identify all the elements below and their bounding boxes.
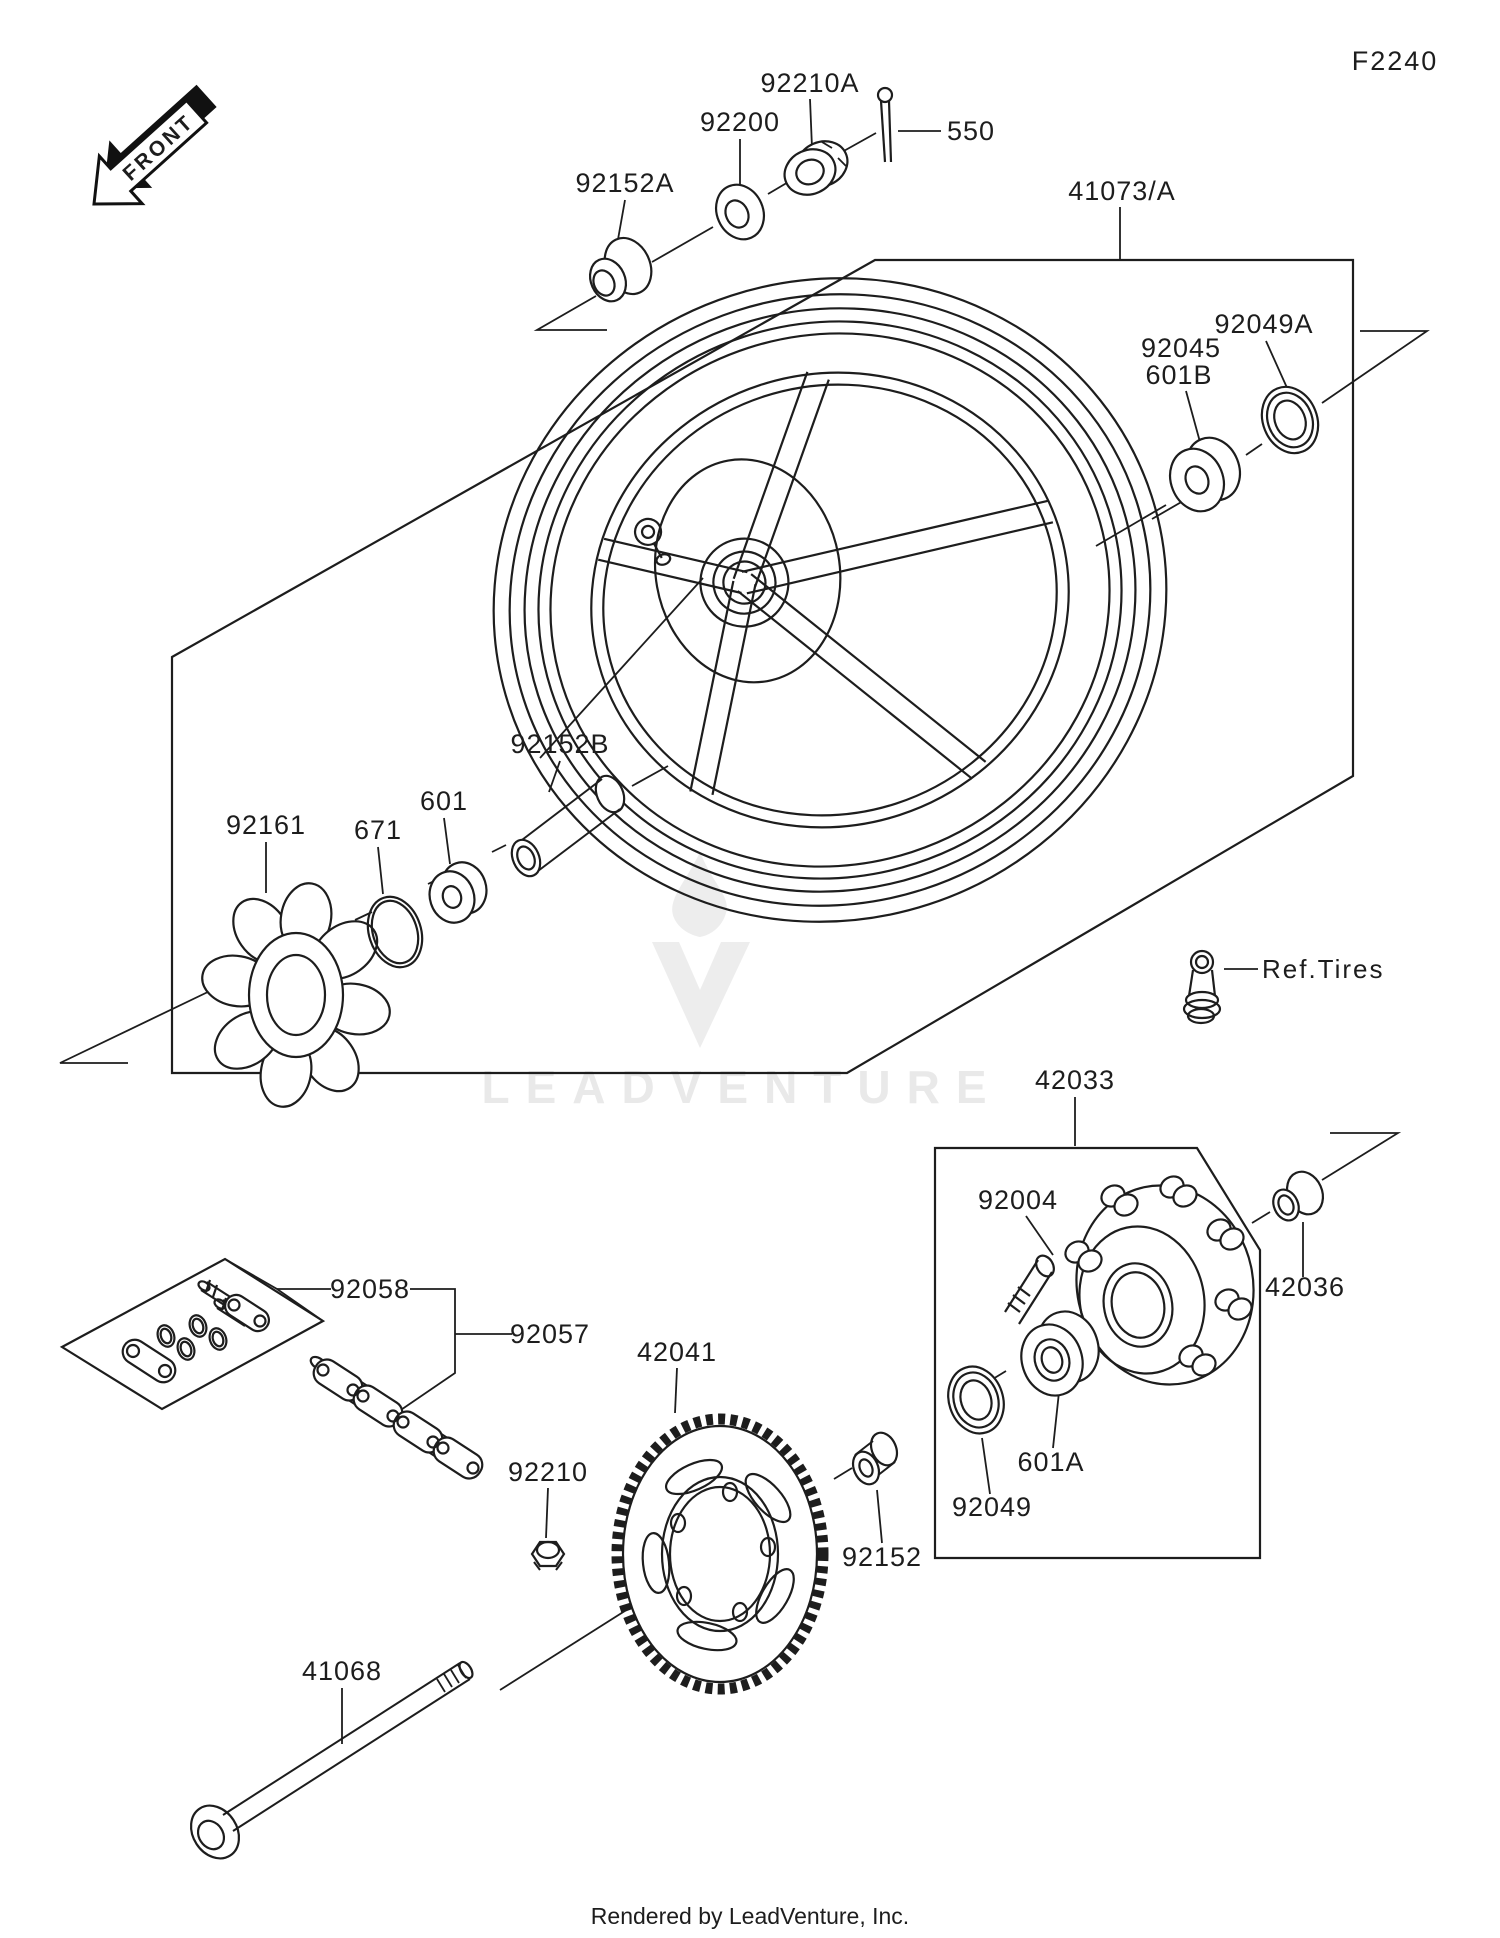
part-label-671[interactable]: 671 bbox=[353, 815, 403, 845]
wheel-seal-drawing bbox=[1252, 378, 1328, 461]
rear-axle-drawing bbox=[181, 1660, 475, 1868]
part-label-550[interactable]: 550 bbox=[946, 116, 996, 146]
inner-collar-drawing bbox=[506, 771, 629, 880]
coupling-seal-drawing bbox=[940, 1359, 1012, 1440]
axle-cap-drawing bbox=[584, 231, 660, 307]
outer-collar-drawing bbox=[1269, 1166, 1330, 1225]
front-arrow-label: FRONT bbox=[118, 110, 199, 186]
coupling-damper-drawing bbox=[198, 879, 394, 1111]
footer-credit: Rendered by LeadVenture, Inc. bbox=[590, 1903, 910, 1929]
figure-code: F2240 bbox=[1351, 46, 1439, 76]
part-label-92210A[interactable]: 92210A bbox=[760, 68, 860, 98]
stud-drawing bbox=[1005, 1252, 1057, 1324]
part-label-92210[interactable]: 92210 bbox=[507, 1457, 589, 1487]
drive-chain-drawing bbox=[309, 1354, 487, 1483]
part-label-92058[interactable]: 92058 bbox=[329, 1274, 411, 1304]
part-label-92161[interactable]: 92161 bbox=[225, 810, 307, 840]
part-label-92152[interactable]: 92152 bbox=[841, 1542, 923, 1572]
wheel-valve-stem bbox=[632, 516, 672, 571]
rear-wheel-drawing bbox=[410, 191, 1251, 1009]
part-label-92049[interactable]: 92049 bbox=[951, 1492, 1033, 1522]
watermark-text: LEADVENTURE bbox=[481, 1061, 1003, 1113]
part-label-41068[interactable]: 41068 bbox=[301, 1656, 383, 1686]
part-label-92057[interactable]: 92057 bbox=[509, 1319, 591, 1349]
sprocket-collar-drawing bbox=[848, 1429, 902, 1489]
part-label-601[interactable]: 601 bbox=[419, 786, 469, 816]
part-label-92004[interactable]: 92004 bbox=[977, 1185, 1059, 1215]
part-label-42036[interactable]: 42036 bbox=[1264, 1272, 1346, 1302]
front-direction-arrow bbox=[69, 72, 231, 228]
part-label-92152B[interactable]: 92152B bbox=[510, 729, 610, 759]
tire-valve-drawing bbox=[1184, 951, 1220, 1023]
part-label-42041[interactable]: 42041 bbox=[636, 1337, 718, 1367]
rear-sprocket-drawing bbox=[617, 1419, 823, 1689]
cotter-pin-drawing bbox=[878, 88, 892, 162]
part-label-92200[interactable]: 92200 bbox=[699, 107, 781, 137]
part-label-42033[interactable]: 42033 bbox=[1034, 1065, 1116, 1095]
ref-tires-label[interactable]: Ref.Tires bbox=[1262, 954, 1385, 984]
part-label-92152A[interactable]: 92152A bbox=[575, 168, 675, 198]
leadventure-watermark-logo bbox=[652, 852, 750, 1048]
part-label-92045[interactable]: 92045 bbox=[1140, 333, 1222, 363]
part-label-601A[interactable]: 601A bbox=[1017, 1447, 1085, 1477]
axle-castle-nut-drawing bbox=[777, 133, 854, 202]
part-label-41073A[interactable]: 41073/A bbox=[1068, 176, 1176, 206]
master-link-kit-drawing bbox=[118, 1279, 273, 1386]
wheel-spokes bbox=[563, 313, 1123, 867]
part-label-601B[interactable]: 601B bbox=[1145, 360, 1213, 390]
spacer-washer-drawing bbox=[423, 856, 493, 928]
sprocket-nut-drawing bbox=[532, 1542, 564, 1570]
axle-washer-drawing bbox=[708, 177, 773, 247]
part-label-92049A[interactable]: 92049A bbox=[1214, 309, 1314, 339]
